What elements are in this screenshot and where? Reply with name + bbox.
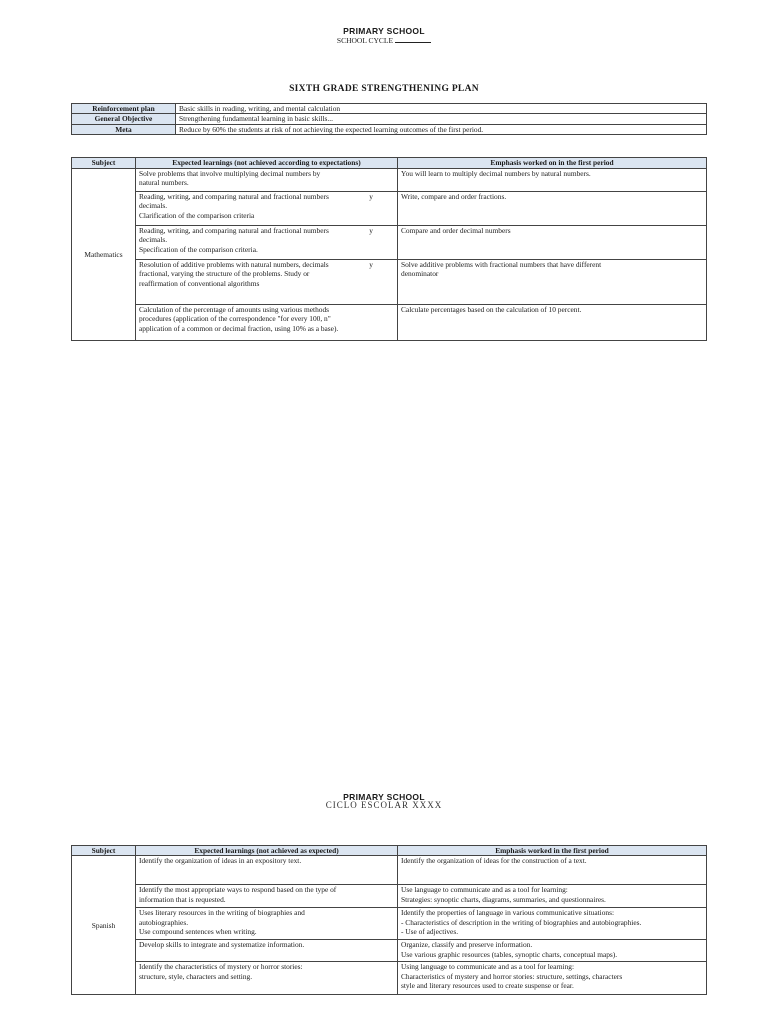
learning-cell (136, 169, 398, 192)
emphasis-cell (398, 856, 707, 885)
school-heading-page2: PRIMARY SCHOOL (343, 792, 425, 802)
column-header: Expected learnings (not achieved as expected) (136, 846, 398, 856)
info-label: Meta (72, 124, 176, 134)
text-line: style and literary resources used to create suspense or fear. (401, 981, 574, 991)
learning-cell (136, 305, 398, 341)
text-line: Identify the properties of language in various communicative situations: (401, 908, 615, 918)
table-row (72, 856, 707, 885)
table-row (72, 305, 707, 341)
column-header: Subject (72, 158, 136, 169)
info-value: Strengthening fundamental learning in basic skills... (176, 114, 707, 124)
trailing-y: y (369, 226, 373, 235)
text-line: Using language to communicate and as a tool for learning: (401, 962, 575, 972)
info-row (72, 114, 707, 124)
info-label: General Objective (72, 114, 176, 124)
column-header: Emphasis worked in the first period (398, 846, 707, 856)
plan-info-table (71, 103, 707, 135)
mathematics-table (71, 157, 707, 341)
text-line: - Use of adjectives. (401, 927, 459, 937)
text-line: Calculate percentages based on the calculation of 10 percent. (401, 305, 582, 314)
column-header: Subject (72, 846, 136, 856)
table-row (72, 908, 707, 940)
emphasis-cell (398, 885, 707, 908)
table-header-row (72, 846, 707, 856)
learning-cell (136, 226, 398, 260)
text-line: information that is requested. (139, 894, 226, 904)
learning-cell (136, 192, 398, 226)
text-line: reaffirmation of conventional algorithms (139, 278, 260, 288)
column-header: Expected learnings (not achieved according to expectations) (136, 158, 398, 169)
learning-cell (136, 940, 398, 962)
text-line: Organize, classify and preserve information. (401, 940, 533, 950)
text-line: Strategies: synoptic charts, diagrams, summaries, and questionnaires. (401, 894, 606, 904)
text-line: denominator (401, 269, 439, 279)
school-cycle-label: SCHOOL CYCLE (336, 36, 394, 45)
text-line: Resolution of additive problems with natural numbers, decimals (139, 260, 329, 269)
emphasis-cell (398, 226, 707, 260)
text-line: Use various graphic resources (tables, synoptic charts, conceptual maps). (401, 949, 618, 959)
school-cycle-blank (395, 35, 431, 43)
text-line: natural numbers. (139, 178, 189, 188)
text-line: Solve additive problems with fractional numbers that have different (401, 260, 602, 269)
table-header-row (72, 158, 707, 169)
text-line: Use language to communicate and as a tool for learning: (401, 885, 568, 895)
learning-cell (136, 856, 398, 885)
text-line: fractional, varying the structure of the problems. Study or (139, 269, 310, 279)
emphasis-cell (398, 305, 707, 341)
text-line: autobiographies. (139, 917, 189, 927)
table-row (72, 962, 707, 995)
emphasis-cell (398, 260, 707, 305)
text-line: procedures (application of the correspondence "for every 100, n" (139, 314, 331, 324)
table-row (72, 169, 707, 192)
learning-cell (136, 260, 398, 305)
text-line: Characteristics of mystery and horror stories: structure, settings, characters (401, 971, 623, 981)
text-line: Identify the organization of ideas for the construction of a text. (401, 856, 587, 866)
text-line: Identify the organization of ideas in an expository text. (139, 856, 302, 866)
trailing-y: y (369, 192, 373, 201)
column-header: Emphasis worked on in the first period (398, 158, 707, 169)
text-line: Reading, writing, and comparing natural and fractional numbers (139, 192, 329, 201)
table-row (72, 192, 707, 226)
emphasis-cell (398, 169, 707, 192)
info-row (72, 104, 707, 114)
info-label: Reinforcement plan (72, 104, 176, 114)
text-line: You will learn to multiply decimal numbers by natural numbers. (401, 169, 591, 178)
text-line: Reading, writing, and comparing natural and fractional numbers (139, 226, 329, 235)
text-line: Clarification of the comparison criteria (139, 210, 255, 220)
trailing-y: y (369, 260, 373, 269)
text-line: Solve problems that involve multiplying decimal numbers by (139, 169, 321, 178)
table-row (72, 260, 707, 305)
table-row (72, 940, 707, 962)
info-row (72, 124, 707, 134)
info-value: Reduce by 60% the students at risk of not achieving the expected learning outcomes of the first period. (176, 124, 707, 134)
subject-cell: Spanish (72, 856, 136, 995)
text-line: Write, compare and order fractions. (401, 192, 507, 201)
learning-cell (136, 908, 398, 940)
school-cycle-page2: CICLO ESCOLAR XXXX (325, 800, 443, 808)
text-line: Identify the most appropriate ways to respond based on the type of (139, 885, 337, 895)
page-title: SIXTH GRADE STRENGTHENING PLAN (289, 84, 479, 94)
text-line: Calculation of the percentage of amounts using various methods (139, 305, 330, 314)
table-row (72, 226, 707, 260)
table-row (72, 885, 707, 908)
text-line: structure, style, characters and setting. (139, 971, 253, 981)
text-line: Identify the characteristics of mystery or horror stories: (139, 962, 303, 972)
emphasis-cell (398, 962, 707, 995)
emphasis-cell (398, 192, 707, 226)
school-cycle (0, 35, 768, 45)
learning-cell (136, 885, 398, 908)
text-line: decimals. (139, 201, 168, 211)
text-line: Use compound sentences when writing. (139, 927, 257, 937)
text-line: - Characteristics of description in the writing of biographies and autobiographies. (401, 917, 642, 927)
info-value: Basic skills in reading, writing, and mental calculation (176, 104, 707, 114)
text-line: Uses literary resources in the writing of biographies and (139, 908, 305, 918)
text-line: decimals. (139, 235, 168, 245)
emphasis-cell (398, 908, 707, 940)
text-line: Develop skills to integrate and systematize information. (139, 940, 305, 950)
text-line: application of a common or decimal fraction, using 10% as a base). (139, 323, 339, 333)
text-line: Compare and order decimal numbers (401, 226, 511, 235)
emphasis-cell (398, 940, 707, 962)
text-line: Specification of the comparison criteria. (139, 244, 258, 254)
subject-cell: Mathematics (72, 169, 136, 341)
school-heading: PRIMARY SCHOOL (343, 26, 425, 36)
spanish-table (71, 845, 707, 995)
learning-cell (136, 962, 398, 995)
